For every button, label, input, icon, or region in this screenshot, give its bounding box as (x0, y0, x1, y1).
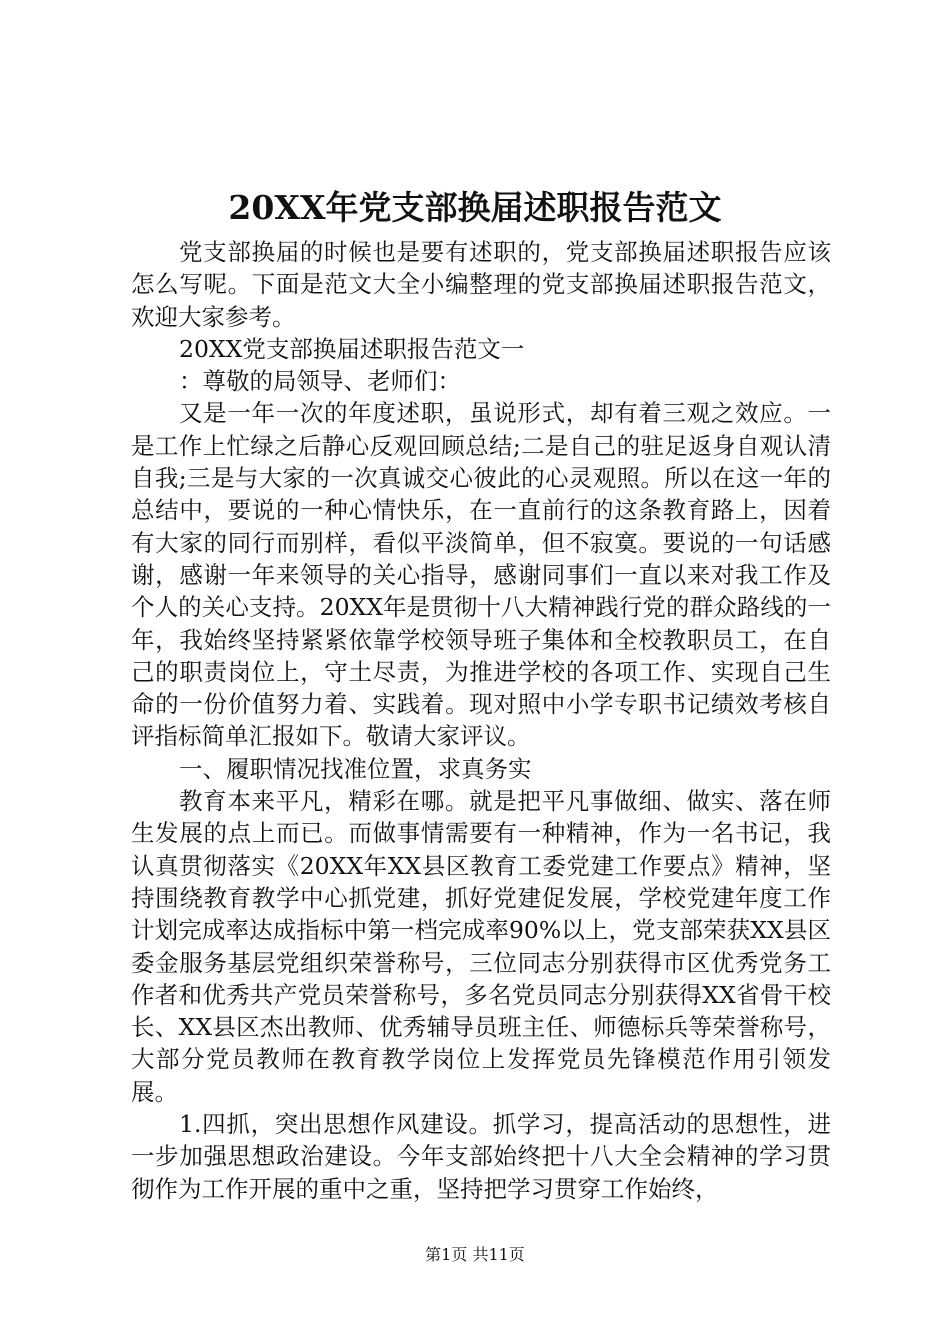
section-heading: 20XX党支部换届述职报告范文一 (179, 334, 525, 363)
paragraph: 党支部换届的时候也是要有述职的，党支部换届述职报告应该怎么写呢。下面是范文大全小编整理的党支部换届述职报告范文，欢迎大家参考。 (131, 238, 831, 331)
salutation: ：尊敬的局领导、老师们： (179, 367, 461, 396)
section-heading: 一、履职情况找准位置，求真务实 (179, 754, 532, 783)
document-title: 20XX年党支部换届述职报告范文 (228, 188, 722, 227)
document-body (131, 236, 831, 1205)
paragraph: 又是一年一次的年度述职，虽说形式，却有着三观之效应。一是工作上忙绿之后静心反观回顾总结;二是自己的驻足返身自观认清自我;三是与大家的一次真诚交心彼此的心灵观照。所以在这一年的总结中，要说的一种心情快乐，在一直前行的这条教育路上，因着有大家的同行而别样，看似平淡简单，但不寂寞。要说的一句话感谢，感谢一年来领导的关心指导，感谢同事们一直以来对我工作及个人的关心支持。20XX年是贯彻十八大精神践行党的群众路线的一年，我始终坚持紧紧依靠学校领导班子集体和全校教职员工，在自己的职责岗位上，守土尽责，为推进学校的各项工作、实现自己生命的一份价值努力着、实践着。现对照中小学专职书记绩效考核自评指标简单汇报如下。敬请大家评议。 (131, 399, 831, 751)
page-footer: 第1页 共11页 (425, 1245, 525, 1264)
paragraph: 1.四抓，突出思想作风建设。抓学习，提高活动的思想性，进一步加强思想政治建设。今年支部始终把十八大全会精神的学习贯彻作为工作开展的重中之重，坚持把学习贯穿工作始终， (131, 1110, 831, 1203)
paragraph: 教育本来平凡，精彩在哪。就是把平凡事做细、做实、落在师生发展的点上而已。而做事情需要有一种精神，作为一名书记，我认真贯彻落实《20XX年XX县区教育工委党建工作要点》精神，坚持围绕教育教学中心抓党建，抓好党建促发展，学校党建年度工作计划完成率达成指标中第一档完成率90%以上，党支部荣获XX县区委金服务基层党组织荣誉称号，三位同志分别获得市区优秀党务工作者和优秀共产党员荣誉称号，多名党员同志分别获得XX省骨干校长、XX县区杰出教师、优秀辅导员班主任、师德标兵等荣誉称号，大部分党员教师在教育教学岗位上发挥党员先锋模范作用引领发展。 (131, 787, 831, 1106)
